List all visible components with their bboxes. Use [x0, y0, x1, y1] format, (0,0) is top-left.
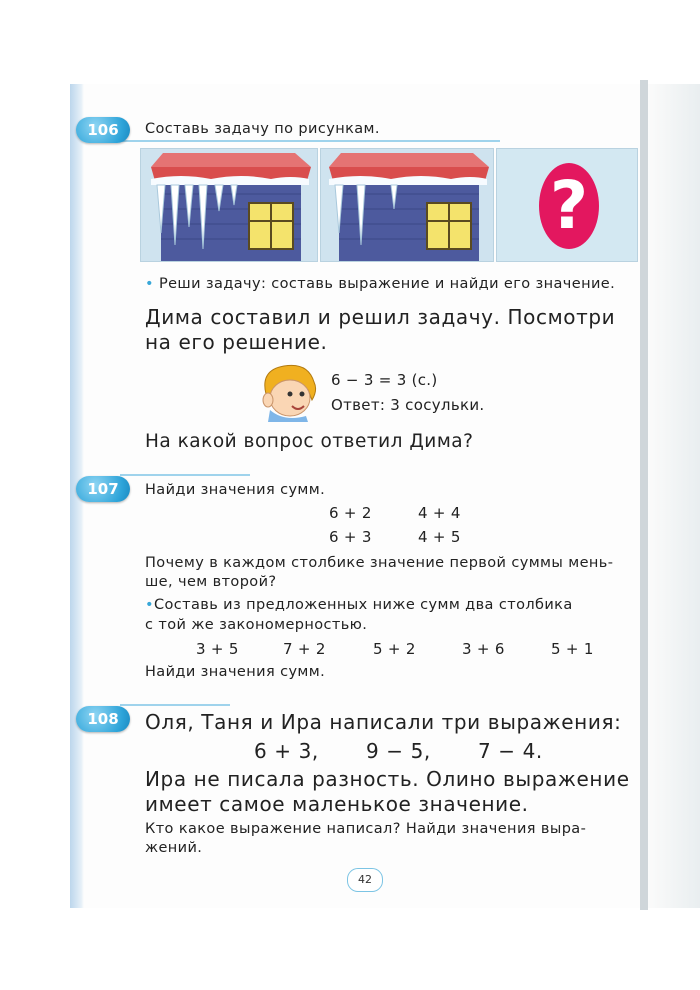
task-107-why-line1: Почему в каждом столбике значение первой суммы мень- [145, 555, 614, 571]
picture-house-many-icicles [140, 148, 318, 262]
sum-option-5: 5 + 1 [551, 640, 594, 658]
page-edge-shadow [642, 84, 700, 908]
expression-1: 6 + 3, [254, 739, 319, 763]
sum-option-1: 3 + 5 [196, 640, 239, 658]
expression-3: 7 − 4. [478, 739, 543, 763]
sum-column1-row1: 6 + 2 [329, 504, 372, 522]
expression-2: 9 − 5, [366, 739, 431, 763]
sum-column1-row2: 6 + 3 [329, 528, 372, 546]
task-107-badge: 107 [76, 476, 130, 502]
task-108-line3: имеет самое маленькое значение. [145, 792, 529, 816]
task-106-question: На какой вопрос ответил Дима? [145, 431, 474, 452]
task-108-rule [120, 704, 230, 706]
sum-column2-row1: 4 + 4 [418, 504, 461, 522]
task-107-title: Найди значения сумм. [145, 482, 326, 498]
picture-house-fewer-icicles [320, 148, 494, 262]
bullet-dot: • [145, 597, 154, 613]
task-108-question-line1: Кто какое выражение написал? Найди значения выра- [145, 821, 587, 837]
task-106-instruction-text: Реши задачу: составь выражение и найди его значение. [158, 276, 616, 292]
task-106-story-line2: на его решение. [145, 330, 328, 354]
picture-question [496, 148, 638, 262]
task-106-rule [120, 140, 500, 142]
page-number: 42 [347, 868, 383, 892]
task-108-badge: 108 [76, 706, 130, 732]
sum-option-3: 5 + 2 [373, 640, 416, 658]
task-106-badge: 106 [76, 117, 130, 143]
sum-option-4: 3 + 6 [462, 640, 505, 658]
task-107-find: Найди значения сумм. [145, 664, 326, 680]
question-mark-icon: ? [539, 163, 599, 249]
task-108-line2: Ира не писала разность. Олино выражение [145, 767, 630, 791]
page-right-edge [640, 80, 648, 910]
task-107-rule [120, 474, 250, 476]
house-icon [321, 149, 493, 261]
house-icon [141, 149, 317, 261]
task-106-answer: Ответ: 3 сосульки. [331, 396, 485, 414]
sum-column2-row2: 4 + 5 [418, 528, 461, 546]
task-107-compose-line1 [145, 597, 573, 613]
task-107-compose-text: Составь из предложенных ниже сумм два столбика [153, 597, 573, 613]
task-107-compose-line2: с той же закономерностью. [145, 617, 368, 633]
task-106-story-line1: Дима составил и решил задачу. Посмотри [145, 305, 616, 329]
task-106-title: Составь задачу по рисункам. [145, 121, 380, 137]
boy-dima-icon [254, 360, 324, 422]
sum-option-2: 7 + 2 [283, 640, 326, 658]
task-108-line1: Оля, Таня и Ира написали три выражения: [145, 710, 622, 734]
task-106-instruction [145, 276, 615, 292]
task-106-solution: 6 − 3 = 3 (с.) [331, 371, 438, 389]
bullet-dot: • [145, 276, 154, 292]
task-108-question-line2: жений. [145, 840, 203, 856]
task-107-why-line2: ше, чем второй? [145, 574, 277, 590]
